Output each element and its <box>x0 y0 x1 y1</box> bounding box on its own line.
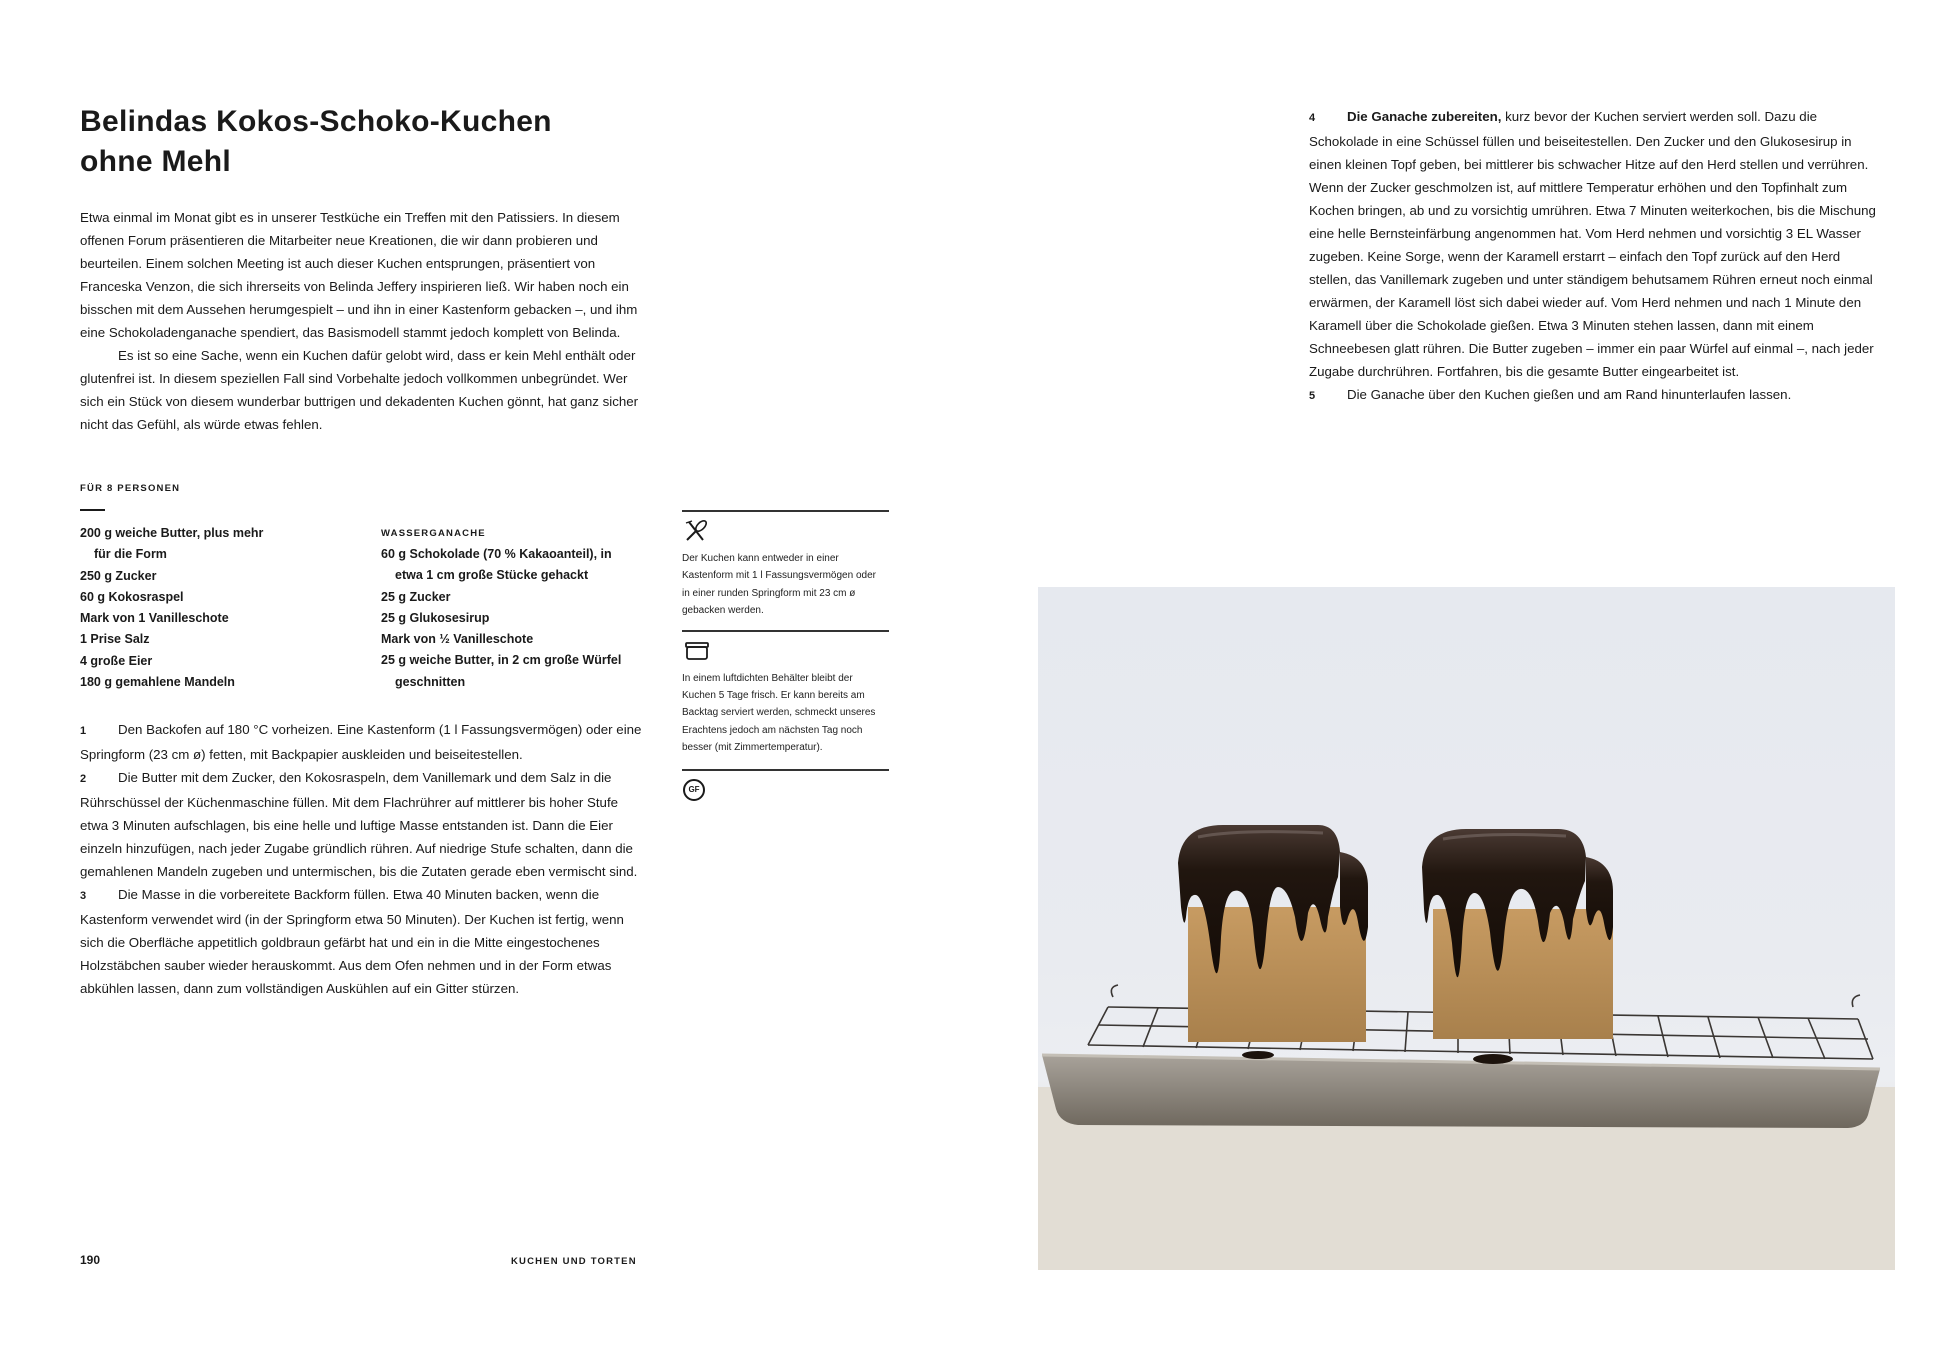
note-divider <box>682 769 889 771</box>
ingredient-item: 60 g Schokolade (70 % Kakaoanteil), in <box>381 547 612 561</box>
section-name: KUCHEN UND TORTEN <box>511 1256 637 1267</box>
ingredient-item: 25 g Glukosesirup <box>381 610 490 625</box>
ingredient-list-cake <box>80 523 340 693</box>
cake-slice-right <box>1422 829 1613 1039</box>
method-step <box>1309 383 1879 408</box>
ingredient-item: 60 g Kokosraspel <box>80 589 184 604</box>
note-divider <box>682 510 889 512</box>
method-step <box>80 766 647 883</box>
note-baking-form: Der Kuchen kann entweder in einer Kastenform mit 1 l Fassungsvermögen oder in einer runden Springform mit 23 cm ø gebacken werden. <box>682 553 876 617</box>
page-number: 190 <box>80 1253 101 1267</box>
ganache-drip <box>1473 1054 1513 1064</box>
ingredient-item: 200 g weiche Butter, plus mehr <box>80 526 264 540</box>
method-steps-left <box>80 718 647 1000</box>
step-lead: Die Ganache zubereiten, <box>1347 109 1502 124</box>
ingredient-list-ganache <box>381 523 651 693</box>
step-number: 2 <box>80 773 87 785</box>
cake-photo <box>1038 587 1895 1270</box>
step-text: kurz bevor der Kuchen serviert werden soll. Dazu die Schokolade in eine Schüssel füllen und beiseitestellen. Den Zucker und den Glukosesirup in einen kleinen Topf geben, bei mittlerer bis schwacher Hitze auf den Herd stellen und verrühren. Wenn der Zucker geschmolzen ist, auf mittlere Temperatur erhöhen und den Topfinhalt zum Kochen bringen, ab und zu vorsichtig umrühren. Etwa 7 Minuten weiterkochen, bis die Mischung eine helle Bernsteinfärbung angenommen hat. Vom Herd nehmen und vorsichtig 3 EL Wasser zugeben. Keine Sorge, wenn der Karamell erstarrt – einfach den Topf zurück auf den Herd stellen, das Vanillemark zugeben und unter ständigem behutsamem Rühren erneut noch einmal erwärmen, der Karamell löst sich dabei wieder auf. Vom Herd nehmen und nach 1 Minute den Karamell über die Schokolade gießen. Etwa 3 Minuten stehen lassen, dann mit einem Schneebesen glatt rühren. Die Butter zugeben – immer ein paar Würfel auf einmal –, nach jeder Zugabe durchrühren. Fortfahren, bis die gesamte Butter eingearbeitet ist. <box>1309 109 1876 379</box>
ingredient-item: Mark von 1 Vanilleschote <box>80 611 229 626</box>
note-divider <box>682 630 889 632</box>
step-number: 4 <box>1309 112 1316 124</box>
step-number: 5 <box>1309 390 1316 402</box>
step-number: 3 <box>80 890 87 902</box>
step-text: Die Ganache über den Kuchen gießen und am Rand hinunterlaufen lassen. <box>1347 387 1792 402</box>
note-storage: In einem luftdichten Behälter bleibt der Kuchen 5 Tage frisch. Er kann bereits am Backtag serviert werden, schmeckt unseres Erachtens jedoch am nächsten Tag noch besser (mit Zimmertemperatur). <box>682 672 876 754</box>
method-step <box>1309 105 1879 383</box>
ingredient-item: geschnitten <box>395 674 466 689</box>
ingredient-item: Mark von ½ Vanilleschote <box>381 632 534 647</box>
method-step <box>80 718 647 766</box>
ingredient-item: 25 g Zucker <box>381 589 451 604</box>
intro-paragraph: Es ist so eine Sache, wenn ein Kuchen dafür gelobt wird, dass er kein Mehl enthält oder glutenfrei ist. In diesem speziellen Fall sind Vorbehalte jedoch vollkommen unbegründet. Wer sich ein Stück von diesem wunderbar buttrigen und dekadenten Kuchen gönnt, hat ganz sicher nicht das Gefühl, als würde etwas fehlen. <box>80 348 639 432</box>
recipe-intro <box>80 206 647 436</box>
servings-rule <box>80 509 105 511</box>
recipe-title-line-2: ohne Mehl <box>80 145 232 178</box>
cake-slice-left <box>1178 825 1368 1042</box>
container-icon <box>683 638 711 664</box>
cake-photo-illustration <box>1038 587 1895 1270</box>
ganache-heading: WASSERGANACHE <box>381 528 486 539</box>
ingredient-item: etwa 1 cm große Stücke gehackt <box>395 568 589 583</box>
gluten-free-badge: GF <box>683 779 705 801</box>
whisk-icon <box>683 518 711 544</box>
step-text: Die Masse in die vorbereitete Backform füllen. Etwa 40 Minuten backen, wenn die Kastenform verwendet wird (in der Springform etwa 50 Minuten). Der Kuchen ist fertig, wenn sich die Oberfläche appetitlich goldbraun gefärbt hat und ein in die Mitte eingestochenes Holzstäbchen sauber wieder herauskommt. Aus dem Ofen nehmen und in der Form etwas abkühlen lassen, dann zum vollständigen Auskühlen auf ein Gitter stürzen. <box>80 887 624 996</box>
servings-label: FÜR 8 PERSONEN <box>80 483 181 494</box>
step-text: Den Backofen auf 180 °C vorheizen. Eine Kastenform (1 l Fassungsvermögen) oder eine Springform (23 cm ø) fetten, mit Backpapier auskleiden und beiseitestellen. <box>80 722 642 762</box>
ingredient-item: für die Form <box>94 547 167 562</box>
ingredient-item: 250 g Zucker <box>80 568 157 583</box>
notes-sidebar <box>682 510 889 801</box>
recipe-title <box>80 102 700 182</box>
step-text: Die Butter mit dem Zucker, den Kokosraspeln, dem Vanillemark und dem Salz in die Rührschüssel der Küchenmaschine füllen. Mit dem Flachrührer auf mittlerer bis hoher Stufe etwa 3 Minuten aufschlagen, bis eine helle und luftige Masse entstanden ist. Dann die Eier einzeln hinzufügen, nach jeder Zugabe gründlich rühren. Auf niedrige Stufe schalten, dann die gemahlenen Mandeln zugeben und untermischen, bis die Zutaten gerade eben vermischt sind. <box>80 770 638 879</box>
ingredient-item: 25 g weiche Butter, in 2 cm große Würfel <box>381 653 622 668</box>
ingredient-item: 1 Prise Salz <box>80 632 150 647</box>
method-steps-right <box>1309 105 1879 408</box>
ingredient-item: 4 große Eier <box>80 653 153 668</box>
recipe-title-line-1: Belindas Kokos-Schoko-Kuchen <box>80 105 552 138</box>
ganache-drip <box>1242 1051 1274 1059</box>
method-step <box>80 883 647 1000</box>
ingredient-item: 180 g gemahlene Mandeln <box>80 675 235 690</box>
step-number: 1 <box>80 725 87 737</box>
intro-paragraph: Etwa einmal im Monat gibt es in unserer Testküche ein Treffen mit den Patissiers. In diesem offenen Forum präsentieren die Mitarbeiter neue Kreationen, die wir dann probieren und beurteilen. Einem solchen Meeting ist auch dieser Kuchen entsprungen, präsentiert von Franceska Venzon, die sich ihrerseits von Belinda Jeffery inspirieren ließ. Wir haben noch ein bisschen mit dem Aussehen herumgespielt – und ihn in einer Kastenform gebacken –, und ihm eine Schokoladenganache spendiert, das Basismodell stammt jedoch komplett von Belinda. <box>80 210 638 340</box>
